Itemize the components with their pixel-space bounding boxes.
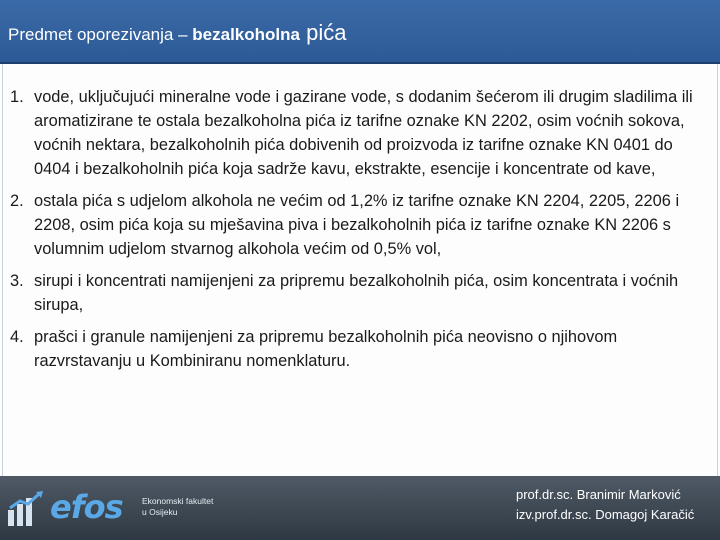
title-bar — [0, 0, 720, 64]
authors — [516, 485, 694, 525]
list-item — [10, 85, 700, 181]
list-item-number: 4. — [10, 328, 24, 346]
list-item-text: ostala pića s udjelom alkohola ne većim od 1,2% iz tarifne oznake KN 2204, 2205, 2206 i 2208, osim pića koja su mješavina piva i bezalkoholnih pića iz tarifne oznake KN 2206 s volumnim udjelom stvarnog alkohola većim od 0,5% vol, — [34, 192, 680, 258]
list-item-text: prašci i granule namijenjeni za pripremu bezalkoholnih pića neovisno o njihovom razvrstavanju u Kombiniranu nomenklaturu. — [34, 328, 618, 370]
slide-title — [8, 20, 346, 46]
logo-subtitle-line2: u Osijeku — [142, 507, 178, 517]
item-list — [10, 85, 700, 381]
list-item — [10, 189, 700, 261]
list-item-text: vode, uključujući mineralne vode i gazirane vode, s dodanim šećerom ili drugim sladilima ili aromatizirane te ostala bezalkoholna pića iz tarifne oznake KN 2202, osim voćnih sokova, voćnih nektara, bezalkoholnih pića dobivenih od proizvoda iz tarifne oznake KN 0401 do 0404 i bezalkoholnih pića koja sadrže kavu, ekstrakte, esencije i koncentrate od kave, — [34, 88, 693, 178]
list-item — [10, 269, 700, 317]
list-item-number: 2. — [10, 192, 24, 210]
list-item-number: 3. — [10, 272, 24, 290]
list-item-text: sirupi i koncentrati namijenjeni za pripremu bezalkoholnih pića, osim koncentrata i voćnih sirupa, — [34, 272, 679, 314]
slide-title-part3: pića — [299, 20, 347, 45]
slide-title-part1: Predmet oporezivanja – — [8, 25, 193, 44]
list-item — [10, 325, 700, 373]
logo-wordmark: efos — [50, 488, 123, 526]
logo-bars-icon — [6, 490, 46, 528]
footer — [0, 476, 720, 540]
author-1: prof.dr.sc. Branimir Marković — [516, 487, 681, 502]
logo-subtitle-line1: Ekonomski fakultet — [142, 496, 214, 506]
slide-title-part2: bezalkoholna — [192, 25, 300, 44]
efos-logo — [6, 486, 236, 532]
logo-subtitle — [142, 496, 213, 518]
author-2: izv.prof.dr.sc. Domagoj Karačić — [516, 507, 695, 522]
list-item-number: 1. — [10, 88, 24, 106]
